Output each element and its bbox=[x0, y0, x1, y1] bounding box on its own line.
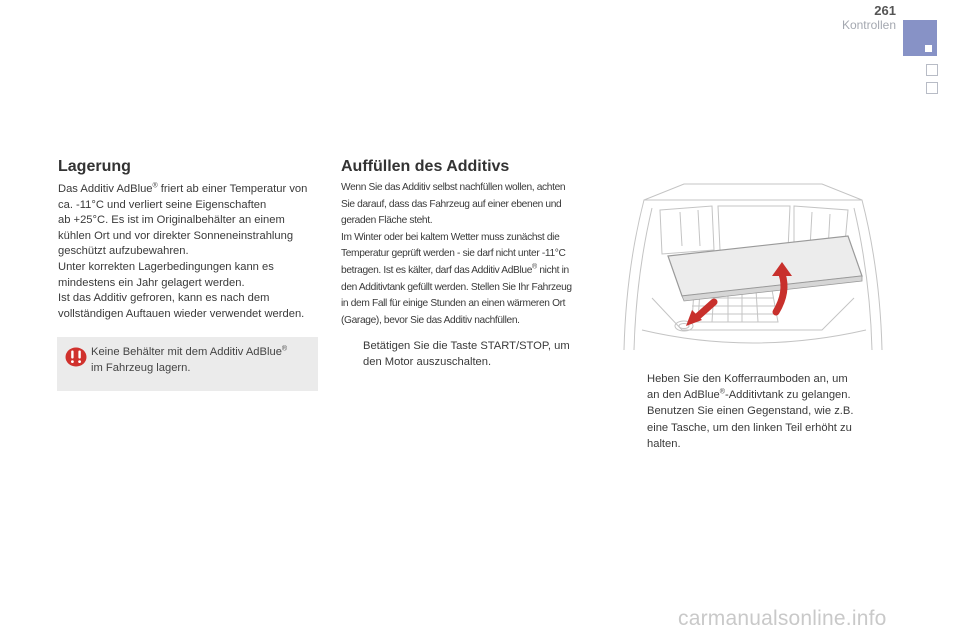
section-name: Kontrollen bbox=[841, 18, 896, 32]
text-line: in dem Fall für einige Stunden an einen wärmeren Ort bbox=[341, 298, 566, 310]
text-line: kühlen Ort und vor direkter Sonneneinstrahlung bbox=[58, 229, 294, 242]
chapter-tab-marker bbox=[925, 45, 932, 52]
chapter-tab-empty[interactable] bbox=[926, 64, 938, 76]
chapter-tab[interactable] bbox=[903, 20, 937, 56]
refill-text bbox=[341, 180, 611, 329]
text-line: geraden Fläche steht. bbox=[341, 215, 433, 227]
text-line: geschützt aufzubewahren. bbox=[58, 245, 189, 258]
trunk-illustration bbox=[622, 180, 884, 354]
text-line: mindestens ein Jahr gelagert werden. bbox=[58, 276, 245, 289]
step-text: Heben Sie den Kofferraumboden an, um an den AdBlue®-Additivtank zu gelangen. Benutzen Sie einen Gegenstand, wie z.B. eine Tasche, um den linken Teil erhöht zu halten. bbox=[647, 373, 854, 450]
text-line: Unter korrekten Lagerbedingungen kann es bbox=[58, 260, 274, 273]
warning-box bbox=[57, 337, 318, 391]
text-line: Sie darauf, dass das Fahrzeug auf einer ebenen und bbox=[341, 198, 562, 210]
text-line: vollständigen Auftauen wieder verwendet werden. bbox=[58, 307, 305, 320]
page-number: 261 bbox=[874, 3, 896, 18]
warning-text: Keine Behälter mit dem Additiv AdBlue® im Fahrzeug lagern. bbox=[91, 345, 288, 374]
step-lift-floor bbox=[625, 371, 895, 452]
text-line: den Additivtank gefüllt werden. Stellen Sie Ihr Fahrzeug bbox=[341, 281, 572, 293]
bullet-icon bbox=[341, 339, 363, 370]
text-line: ab +25°C. Es ist im Originalbehälter an einem bbox=[58, 214, 285, 227]
text-line: Ist das Additiv gefroren, kann es nach dem bbox=[58, 292, 270, 305]
text-line: Das Additiv AdBlue® friert ab einer Temperatur von bbox=[58, 182, 308, 195]
text-line: Wenn Sie das Additiv selbst nachfüllen wollen, achten bbox=[341, 182, 566, 193]
text-line: betragen. Ist es kälter, darf das Additiv AdBlue® nicht in bbox=[341, 263, 569, 276]
storage-heading: Lagerung bbox=[58, 158, 131, 175]
text-line: Im Winter oder bei kaltem Wetter muss zunächst die bbox=[341, 231, 560, 243]
storage-text bbox=[58, 182, 328, 322]
step-text: Betätigen Sie die Taste START/STOP, um den Motor auszuschalten. bbox=[363, 340, 570, 368]
refill-heading: Auffüllen des Additivs bbox=[341, 158, 510, 175]
text-line: Temperatur geprüft werden - sie darf nicht unter -11°C bbox=[341, 248, 566, 260]
text-line: (Garage), bevor Sie das Additiv nachfüllen. bbox=[341, 314, 520, 326]
warning-icon bbox=[65, 347, 87, 367]
chapter-tab-empty[interactable] bbox=[926, 82, 938, 94]
step-stop-engine bbox=[341, 339, 611, 370]
watermark: carmanualsonline.info bbox=[678, 607, 887, 630]
text-line: ca. -11°C und verliert seine Eigenschaften bbox=[58, 198, 267, 211]
bullet-icon bbox=[625, 371, 647, 452]
